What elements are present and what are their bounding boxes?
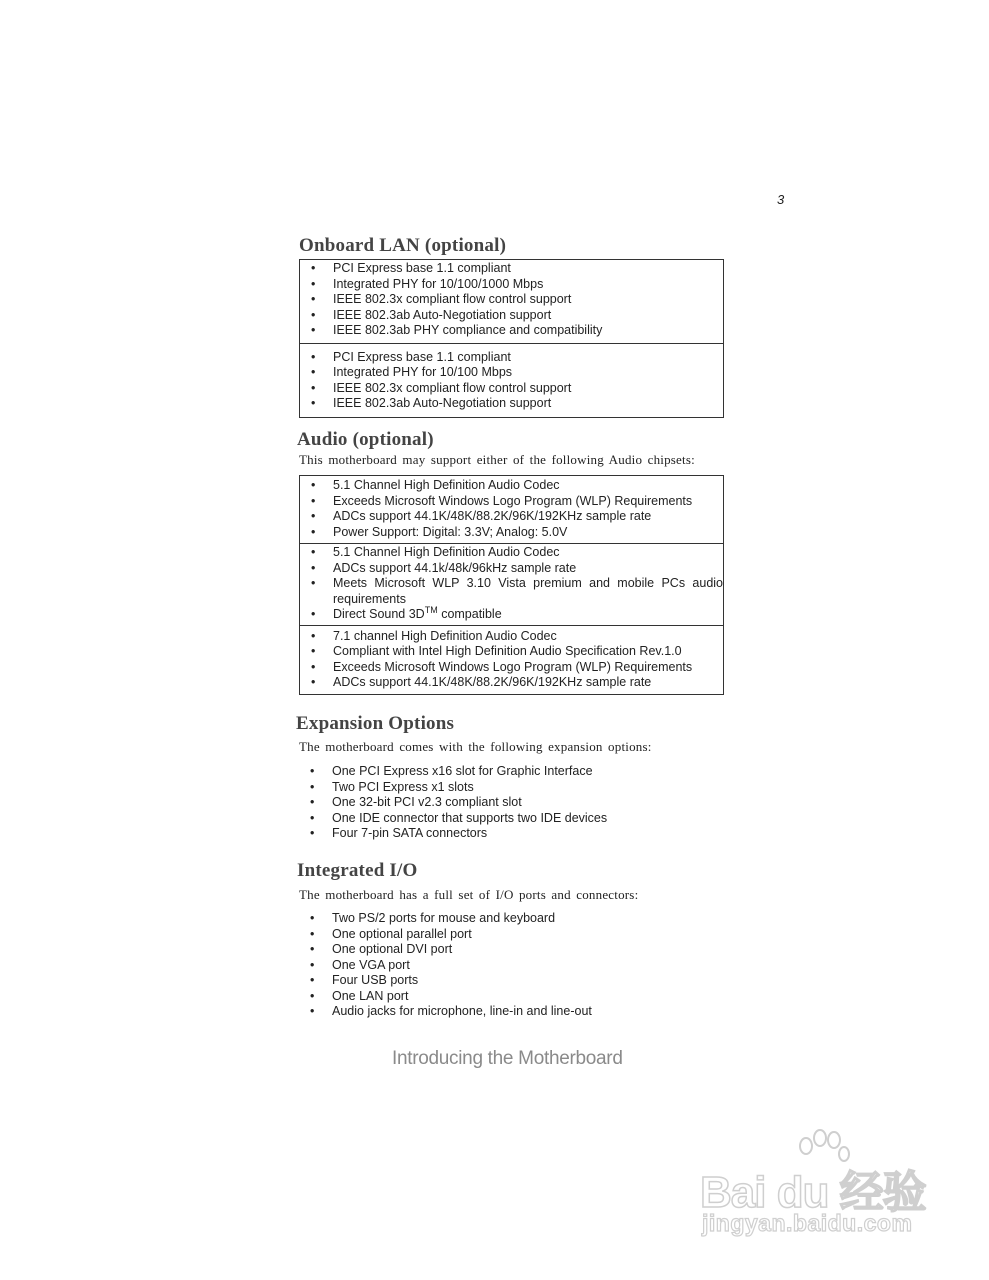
list-item: • One 32-bit PCI v2.3 compliant slot — [310, 795, 522, 809]
watermark-url: jingyan.baidu.com — [702, 1210, 913, 1236]
list-item: • ADCs support 44.1k/48k/96kHz sample rate — [311, 560, 577, 575]
list-item: • Audio jacks for microphone, line-in and line-out — [310, 1004, 592, 1018]
list-item: • Direct Sound 3D™ compatible — [311, 605, 502, 621]
list-item: • IEEE 802.3ab Auto-Negotiation support — [311, 396, 552, 410]
expansion-list — [299, 764, 722, 842]
list-item: • IEEE 802.3ab PHY compliance and compatibility — [311, 323, 603, 337]
list-item: • Integrated PHY for 10/100/1000 Mbps — [311, 276, 544, 291]
audio-group-3 — [300, 625, 723, 694]
list-item: • One LAN port — [310, 988, 409, 1003]
watermark-logo: Bai du 经验 — [700, 1168, 926, 1217]
list-item: • IEEE 802.3x compliant flow control support — [311, 292, 572, 306]
section-title-expansion: Expansion Options — [296, 713, 455, 734]
section-title-lan: Onboard LAN (optional) — [299, 235, 507, 256]
list-item: • One optional parallel port — [310, 926, 472, 941]
list-item: • One PCI Express x16 slot for Graphic Interface — [310, 764, 593, 778]
audio-group-2 — [300, 543, 723, 625]
list-item: • IEEE 802.3x compliant flow control support — [311, 380, 572, 395]
trademark-mark: TM — [424, 605, 438, 615]
io-intro: The motherboard has a full set of I/O ports and connectors: — [299, 887, 639, 902]
list-item: • IEEE 802.3ab Auto-Negotiation support — [311, 307, 552, 322]
list-item: • Meets Microsoft WLP 3.10 Vista premium and mobile PCs audio requirements — [311, 576, 723, 606]
list-item: • PCI Express base 1.1 compliant — [311, 261, 511, 275]
list-item: • Four USB ports — [310, 973, 419, 987]
list-item: • Compliant with Intel High Definition Audio Specification Rev.1.0 — [311, 644, 682, 658]
list-item: • ADCs support 44.1K/48K/88.2K/96K/192KHz sample rate — [311, 509, 652, 523]
lan-group-1 — [300, 260, 723, 343]
list-item: • Integrated PHY for 10/100 Mbps — [311, 365, 513, 379]
list-item: • PCI Express base 1.1 compliant — [311, 349, 511, 364]
io-list — [299, 911, 722, 1020]
list-item: • 5.1 Channel High Definition Audio Codec — [311, 478, 560, 492]
list-item: • Exceeds Microsoft Windows Logo Program (WLP) Requirements — [311, 659, 693, 674]
list-item: • Power Support: Digital: 3.3V; Analog: 5.0V — [311, 524, 568, 539]
audio-intro: This motherboard may support either of the following Audio chipsets: — [299, 452, 695, 467]
list-item: • Exceeds Microsoft Windows Logo Program (WLP) Requirements — [311, 493, 693, 508]
lan-spec-box — [299, 259, 724, 418]
page-footer: Introducing the Motherboard — [392, 1048, 623, 1069]
section-title-io: Integrated I/O — [297, 860, 418, 881]
page-number: 3 — [777, 192, 785, 207]
baidu-watermark — [700, 1128, 970, 1248]
audio-group-1 — [300, 476, 723, 543]
list-item: • 5.1 Channel High Definition Audio Codec — [311, 545, 560, 559]
list-item: • One VGA port — [310, 957, 410, 972]
list-item: • Four 7-pin SATA connectors — [310, 826, 488, 840]
list-item: • Two PCI Express x1 slots — [310, 779, 474, 794]
list-item: • 7.1 channel High Definition Audio Codec — [311, 628, 557, 643]
section-title-audio: Audio (optional) — [297, 429, 434, 450]
list-item: • Two PS/2 ports for mouse and keyboard — [310, 911, 556, 925]
list-item: • One optional DVI port — [310, 942, 453, 956]
expansion-intro: The motherboard comes with the following expansion options: — [299, 739, 652, 754]
list-item: • ADCs support 44.1K/48K/88.2K/96K/192KHz sample rate — [311, 675, 652, 689]
lan-group-2 — [300, 343, 723, 417]
list-item: • One IDE connector that supports two IDE devices — [310, 810, 608, 825]
audio-spec-box — [299, 475, 724, 695]
